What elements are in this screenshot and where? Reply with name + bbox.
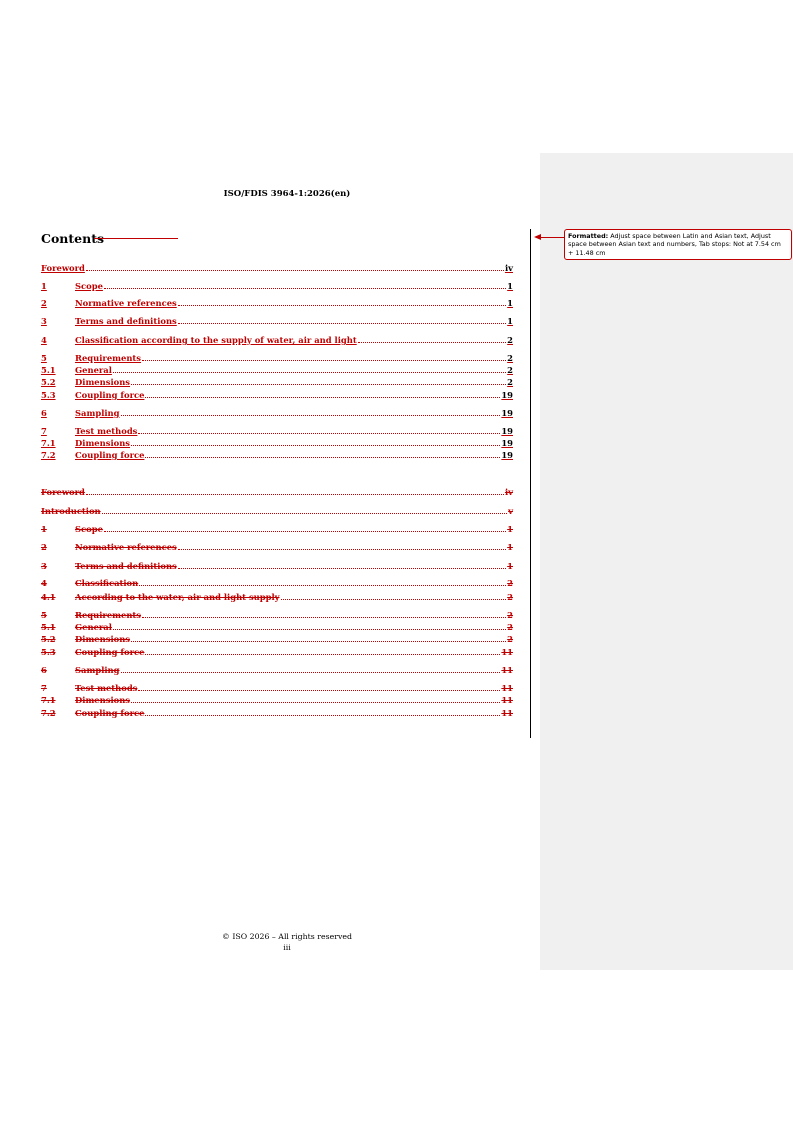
toc-entry[interactable]: [41, 486, 513, 497]
toc-entry-page: iv: [504, 263, 513, 273]
toc-entry[interactable]: [41, 664, 513, 675]
toc-leader-dots: [113, 629, 506, 630]
toc-entry-title: Foreword: [41, 487, 85, 497]
toc-entry-title: General: [75, 622, 112, 632]
toc-leader-dots: [139, 585, 506, 586]
toc-leader-dots: [86, 270, 504, 271]
toc-entry-number: 3: [41, 561, 47, 571]
toc-entry[interactable]: [41, 541, 513, 552]
toc-entry-number: 5.2: [41, 634, 56, 644]
comment-text: Adjust space between Latin and Asian text, Adjust space between Asian text and numbers, Tab stops: Not at 7.54 cm + 11.48 cm: [568, 232, 781, 257]
toc-entry-title: Coupling force: [75, 450, 145, 460]
toc-entry-page: 2: [507, 353, 513, 363]
comment-connector-arrow: [534, 234, 541, 240]
toc-entry-title: Scope: [75, 524, 103, 534]
toc-entry-page: 2: [507, 335, 513, 345]
toc-entry-number: 3: [41, 316, 47, 326]
toc-entry[interactable]: [41, 315, 513, 326]
toc-entry-number: 1: [41, 281, 47, 291]
toc-entry-number: 2: [41, 542, 47, 552]
toc-entry-title: Introduction: [41, 506, 101, 516]
toc-leader-dots: [104, 288, 506, 289]
toc-entry-number: 7.2: [41, 450, 56, 460]
toc-leader-dots: [281, 599, 507, 600]
toc-leader-dots: [178, 323, 506, 324]
toc-entry-page: 11: [501, 647, 513, 657]
toc-entry-number: 4.1: [41, 592, 56, 602]
toc-entry[interactable]: [41, 364, 513, 375]
toc-entry-page: 2: [507, 578, 513, 588]
toc-entry-page: 1: [507, 542, 513, 552]
toc-entry-title: Sampling: [75, 408, 120, 418]
toc-entry-number: 5: [41, 353, 47, 363]
toc-entry[interactable]: [41, 523, 513, 534]
toc-entry-page: 19: [501, 450, 513, 460]
contents-title-rule: [94, 238, 178, 239]
toc-entry[interactable]: [41, 591, 513, 602]
toc-entry[interactable]: [41, 577, 513, 588]
toc-entry-page: 19: [501, 426, 513, 436]
toc-entry[interactable]: [41, 694, 513, 705]
toc-entry-title: Dimensions: [75, 695, 131, 705]
toc-entry-title: Dimensions: [75, 377, 131, 387]
toc-entry-page: 1: [507, 298, 513, 308]
toc-leader-dots: [113, 372, 506, 373]
toc-entry[interactable]: [41, 621, 513, 632]
toc-entry-page: 11: [501, 665, 513, 675]
contents-title: Contents: [41, 231, 105, 246]
toc-leader-dots: [102, 513, 507, 514]
toc-entry-page: 2: [507, 622, 513, 632]
toc-entry-number: 4: [41, 578, 47, 588]
toc-entry-page: 2: [507, 592, 513, 602]
toc-entry[interactable]: [41, 682, 513, 693]
toc-entry[interactable]: [41, 425, 513, 436]
toc-leader-dots: [121, 672, 501, 673]
toc-entry-title: Terms and definitions: [75, 561, 177, 571]
toc-leader-dots: [178, 305, 506, 306]
toc-leader-dots: [178, 568, 506, 569]
toc-entry-number: 7.2: [41, 708, 56, 718]
toc-leader-dots: [131, 445, 500, 446]
toc-leader-dots: [145, 654, 500, 655]
toc-leader-dots: [178, 549, 506, 550]
toc-entry-page: 11: [501, 695, 513, 705]
toc-leader-dots: [131, 641, 506, 642]
footer-page-number: iii: [283, 943, 291, 952]
toc-entry-number: 7.1: [41, 438, 56, 448]
toc-entry-page: 19: [501, 408, 513, 418]
toc-leader-dots: [358, 342, 506, 343]
toc-entry-title: Dimensions: [75, 634, 131, 644]
toc-entry-title: Terms and definitions: [75, 316, 177, 326]
toc-entry[interactable]: [41, 334, 513, 345]
toc-entry-page: 2: [507, 634, 513, 644]
toc-leader-dots: [145, 397, 500, 398]
toc-entry[interactable]: [41, 407, 513, 418]
toc-entry-number: 1: [41, 524, 47, 534]
toc-leader-dots: [131, 384, 506, 385]
toc-entry-title: Normative references: [75, 298, 177, 308]
footer-copyright: © ISO 2026 – All rights reserved: [222, 932, 352, 941]
toc-entry-title: Test methods: [75, 426, 138, 436]
toc-entry-number: 5.3: [41, 390, 56, 400]
formatting-comment-balloon[interactable]: [564, 229, 792, 260]
toc-entry[interactable]: [41, 437, 513, 448]
toc-entry[interactable]: [41, 505, 513, 516]
toc-entry-title: Coupling force: [75, 390, 145, 400]
toc-entry-page: 19: [501, 438, 513, 448]
toc-entry-page: v: [508, 506, 513, 516]
toc-entry-page: 2: [507, 610, 513, 620]
toc-entry-number: 5.3: [41, 647, 56, 657]
toc-leader-dots: [86, 494, 504, 495]
toc-entry-title: Classification according to the supply of water, air and light: [75, 335, 357, 345]
toc-leader-dots: [145, 457, 500, 458]
toc-entry-page: 2: [507, 365, 513, 375]
toc-entry-title: According to the water, air and light supply: [75, 592, 280, 602]
toc-entry-number: 5: [41, 610, 47, 620]
toc-entry-title: Coupling force: [75, 708, 145, 718]
toc-entry-page: 1: [507, 561, 513, 571]
toc-entry-title: Scope: [75, 281, 103, 291]
toc-entry-title: Requirements: [75, 353, 142, 363]
toc-leader-dots: [145, 715, 500, 716]
toc-entry[interactable]: [41, 297, 513, 308]
toc-entry-page: 1: [507, 316, 513, 326]
toc-entry-page: 19: [501, 390, 513, 400]
toc-entry-number: 2: [41, 298, 47, 308]
toc-entry-page: 1: [507, 281, 513, 291]
toc-entry-number: 6: [41, 665, 47, 675]
toc-entry-number: 7: [41, 426, 47, 436]
toc-entry-number: 5.2: [41, 377, 56, 387]
toc-leader-dots: [138, 690, 500, 691]
markup-pane: [540, 153, 793, 970]
toc-entry-page: 1: [507, 524, 513, 534]
toc-leader-dots: [131, 702, 500, 703]
toc-entry-number: 5.1: [41, 622, 56, 632]
toc-entry-page: 11: [501, 683, 513, 693]
toc-entry-page: 2: [507, 377, 513, 387]
toc-entry[interactable]: [41, 262, 513, 273]
toc-leader-dots: [121, 415, 501, 416]
toc-entry[interactable]: [41, 633, 513, 644]
toc-entry-title: Normative references: [75, 542, 177, 552]
document-header: ISO/FDIS 3964-1:2026(en): [223, 189, 351, 199]
toc-entry-page: 11: [501, 708, 513, 718]
toc-entry-title: Requirements: [75, 610, 142, 620]
toc-entry-number: 6: [41, 408, 47, 418]
toc-entry-number: 7: [41, 683, 47, 693]
toc-leader-dots: [138, 433, 500, 434]
toc-leader-dots: [142, 617, 506, 618]
toc-entry-title: Sampling: [75, 665, 120, 675]
toc-entry-title: Test methods: [75, 683, 138, 693]
toc-entry-title: General: [75, 365, 112, 375]
toc-leader-dots: [104, 531, 506, 532]
toc-entry[interactable]: [41, 389, 513, 400]
toc-entry[interactable]: [41, 707, 513, 718]
comment-label: Formatted:: [568, 232, 609, 240]
toc-entry-number: 5.1: [41, 365, 56, 375]
toc-entry-number: 7.1: [41, 695, 56, 705]
toc-entry-title: Foreword: [41, 263, 85, 273]
toc-entry[interactable]: [41, 376, 513, 387]
toc-entry[interactable]: [41, 280, 513, 291]
toc-entry-number: 4: [41, 335, 47, 345]
change-bar: [530, 229, 531, 738]
toc-entry-title: Coupling force: [75, 647, 145, 657]
toc-entry-page: iv: [504, 487, 513, 497]
toc-entry-title: Classification: [75, 578, 139, 588]
toc-entry[interactable]: [41, 352, 513, 363]
toc-entry[interactable]: [41, 646, 513, 657]
toc-entry[interactable]: [41, 609, 513, 620]
toc-leader-dots: [142, 360, 506, 361]
toc-entry[interactable]: [41, 560, 513, 571]
toc-entry[interactable]: [41, 449, 513, 460]
toc-entry-title: Dimensions: [75, 438, 131, 448]
